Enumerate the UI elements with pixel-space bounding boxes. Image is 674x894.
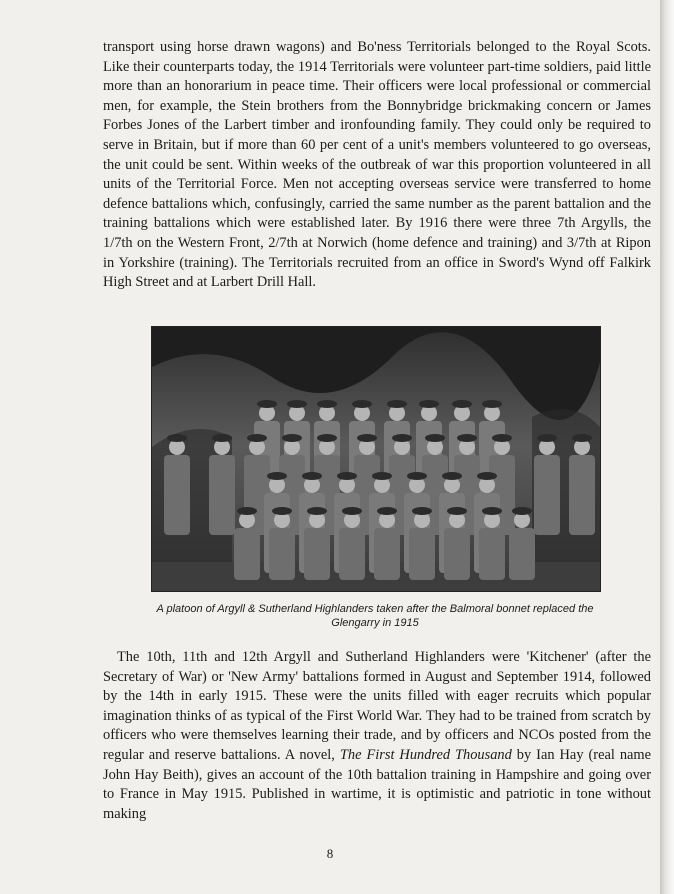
body-paragraph-1: transport using horse drawn wagons) and Bo'ness Territorials belonged to the Royal Scots. Like their counterparts today, the 1914 Territorials were volunteer part-time soldiers, paid little more than an honorarium in peace time. Their officers were local professional or commercial men, for example, the Stein brothers from the Bonnybridge brickmaking concern or James Forbes Jones of the Larbert timber and ironfounding family. They could only be required to serve in Britain, but if more than 60 per cent of a unit's members volunteered to go overseas, the unit could be sent. Within weeks of the outbreak of war this proportion volunteered in all units of the Territorial Force. Men not accepting overseas service were transferred to home defence battalions which, confusingly, carried the same number as the parent battalion and the training battalions which were established later. By 1916 there were three 7th Argylls, the 1/7th on the Western Front, 2/7th at Norwich (home defence and training) and 3/7th at Ripon in Yorkshire (training). The Territorials recruited from an office in Sword's Wynd off Falkirk High Street and at Larbert Drill Hall. xyxy=(103,39,651,291)
para2-text-start: The 10th, 11th and 12th Argyll and Sutherland Highlanders were 'Kitchener' (after the Secretary of War) or 'New Army' battalions formed in August and September 1914, followed by the 14th in early 1915. These were the units filled with eager recruits which popular imagination thinks of as typical of the First World War. They had to be trained from scratch by officers who were themselves learning their trade, and by officers and NCOs posted from the regular and reserve battalions. A novel, xyxy=(103,649,651,763)
book-title: The First Hundred Thousand xyxy=(339,746,512,763)
para2-text-end: by Ian Hay (real name John Hay Beith), gives an account of the 10th battalion training in Hampshire and going over to France in May 1915. Published in wartime, it is optimistic and patriotic in tone without making xyxy=(103,746,652,822)
platoon-photograph xyxy=(151,326,601,592)
photo-caption: A platoon of Argyll & Sutherland Highlanders taken after the Balmoral bonnet replaced the Glengarry in 1915 xyxy=(156,603,594,629)
body-paragraph-2 xyxy=(103,648,651,824)
page-edge xyxy=(660,0,674,894)
page-number: 8 xyxy=(326,846,334,861)
